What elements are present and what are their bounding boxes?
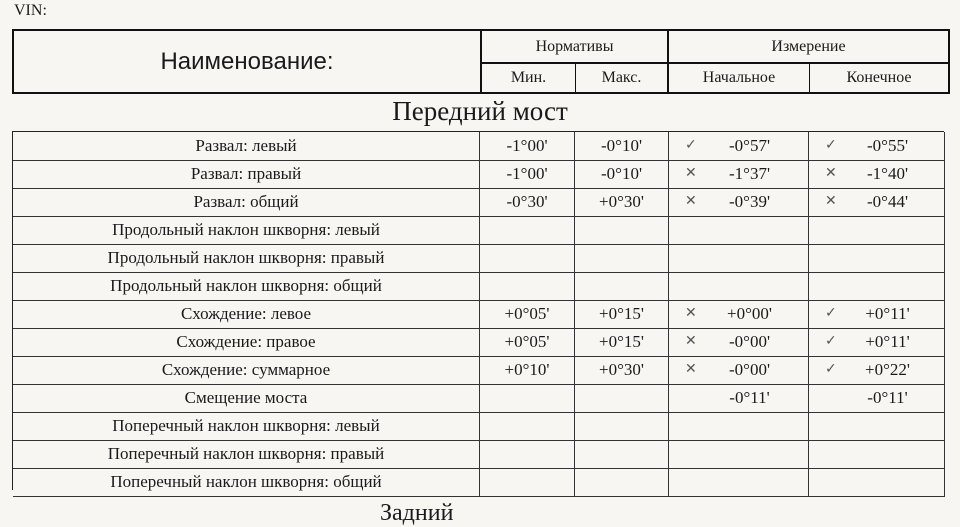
row-initial-value: -0°00' — [728, 332, 771, 351]
row-final-value: -0°55' — [866, 136, 909, 155]
row-name: Поперечный наклон шкворня: левый — [13, 412, 480, 440]
status-mark-icon: ✕ — [685, 361, 697, 377]
row-min — [480, 216, 575, 244]
row-max — [575, 384, 669, 412]
row-max — [575, 244, 669, 272]
row-min: -1°00' — [480, 132, 575, 160]
row-max: -0°10' — [575, 132, 669, 160]
status-mark-icon: ✕ — [685, 165, 697, 181]
row-initial-value: -0°57' — [728, 136, 771, 155]
table-row — [13, 384, 945, 413]
row-min — [480, 244, 575, 272]
row-max — [575, 412, 669, 440]
row-min — [480, 468, 575, 496]
row-final-value: -0°44' — [866, 192, 909, 211]
status-mark-icon: ✓ — [825, 333, 837, 349]
status-mark-icon: ✕ — [685, 193, 697, 209]
row-final-value: +0°11' — [865, 304, 910, 323]
row-final — [809, 188, 945, 216]
table-row — [13, 440, 945, 469]
row-name: Продольный наклон шкворня: общий — [13, 272, 480, 300]
row-name: Развал: общий — [13, 188, 480, 216]
status-mark-icon: ✕ — [685, 333, 697, 349]
table-row — [13, 132, 945, 161]
row-initial — [669, 272, 809, 300]
row-final — [809, 244, 945, 272]
row-final — [809, 356, 945, 384]
header-table — [12, 29, 950, 94]
row-min: +0°05' — [480, 328, 575, 356]
row-max: +0°30' — [575, 188, 669, 216]
row-final — [809, 160, 945, 188]
row-final — [809, 384, 945, 412]
header-measurement: Измерение — [669, 31, 948, 64]
table-row — [13, 188, 945, 217]
header-final: Конечное — [846, 69, 912, 86]
row-max — [575, 440, 669, 468]
status-mark-icon: ✕ — [685, 305, 697, 321]
table-row — [13, 300, 945, 329]
row-min — [480, 412, 575, 440]
table-row — [13, 356, 945, 385]
row-min: +0°10' — [480, 356, 575, 384]
row-name: Схождение: суммарное — [13, 356, 480, 384]
row-min: -0°30' — [480, 188, 575, 216]
table-row — [13, 216, 945, 245]
row-name: Схождение: левое — [13, 300, 480, 328]
row-final — [809, 328, 945, 356]
row-name: Развал: правый — [13, 160, 480, 188]
row-final — [809, 132, 945, 160]
row-final — [809, 272, 945, 300]
header-max: Макс. — [576, 64, 669, 92]
status-mark-icon: ✓ — [825, 361, 837, 377]
row-initial — [669, 468, 809, 496]
table-row — [13, 160, 945, 189]
row-final — [809, 440, 945, 468]
row-final — [809, 412, 945, 440]
row-name: Поперечный наклон шкворня: правый — [13, 440, 480, 468]
row-min: -1°00' — [480, 160, 575, 188]
measurement-table — [12, 131, 944, 490]
table-row — [13, 272, 945, 301]
row-initial — [669, 384, 809, 412]
row-min — [480, 272, 575, 300]
row-initial — [669, 300, 809, 328]
row-name: Схождение: правое — [13, 328, 480, 356]
row-final — [809, 468, 945, 496]
row-initial-value: -0°39' — [728, 192, 771, 211]
row-final-value: +0°11' — [865, 332, 910, 351]
row-name: Продольный наклон шкворня: левый — [13, 216, 480, 244]
status-mark-icon: ✓ — [825, 137, 837, 153]
row-max: -0°10' — [575, 160, 669, 188]
status-mark-icon: ✕ — [825, 165, 837, 181]
row-min — [480, 440, 575, 468]
table-row — [13, 244, 945, 273]
row-initial — [669, 328, 809, 356]
row-final-value: -1°40' — [866, 164, 909, 183]
row-name: Смещение моста — [13, 384, 480, 412]
row-min: +0°05' — [480, 300, 575, 328]
row-initial — [669, 188, 809, 216]
row-name: Развал: левый — [13, 132, 480, 160]
table-row — [13, 412, 945, 441]
row-initial-value: +0°00' — [727, 304, 772, 323]
row-final — [809, 300, 945, 328]
table-row — [13, 468, 945, 497]
row-name: Поперечный наклон шкворня: общий — [13, 468, 480, 496]
row-name: Продольный наклон шкворня: правый — [13, 244, 480, 272]
row-initial — [669, 440, 809, 468]
row-initial — [669, 160, 809, 188]
row-max: +0°15' — [575, 300, 669, 328]
row-final-value: -0°11' — [867, 388, 908, 407]
row-initial — [669, 356, 809, 384]
status-mark-icon: ✕ — [825, 193, 837, 209]
row-max — [575, 272, 669, 300]
next-section-title: Задний — [380, 500, 454, 526]
row-final-value: +0°22' — [865, 360, 910, 379]
status-mark-icon: ✓ — [685, 137, 697, 153]
header-min: Мин. — [482, 64, 576, 92]
section-title: Передний мост — [392, 96, 568, 126]
row-initial — [669, 412, 809, 440]
row-max: +0°15' — [575, 328, 669, 356]
row-max — [575, 468, 669, 496]
row-initial-value: -0°11' — [729, 388, 770, 407]
header-name: Наименование: — [14, 31, 482, 92]
row-initial-value: -1°37' — [728, 164, 771, 183]
row-min — [480, 384, 575, 412]
row-initial-value: -0°00' — [728, 360, 771, 379]
row-initial — [669, 132, 809, 160]
row-max — [575, 216, 669, 244]
table-row — [13, 328, 945, 357]
row-max: +0°30' — [575, 356, 669, 384]
header-norms: Нормативы — [482, 31, 669, 64]
row-initial — [669, 216, 809, 244]
status-mark-icon: ✓ — [825, 305, 837, 321]
vin-label: VIN: — [14, 2, 47, 19]
row-initial — [669, 244, 809, 272]
row-final — [809, 216, 945, 244]
header-initial: Начальное — [669, 64, 810, 92]
